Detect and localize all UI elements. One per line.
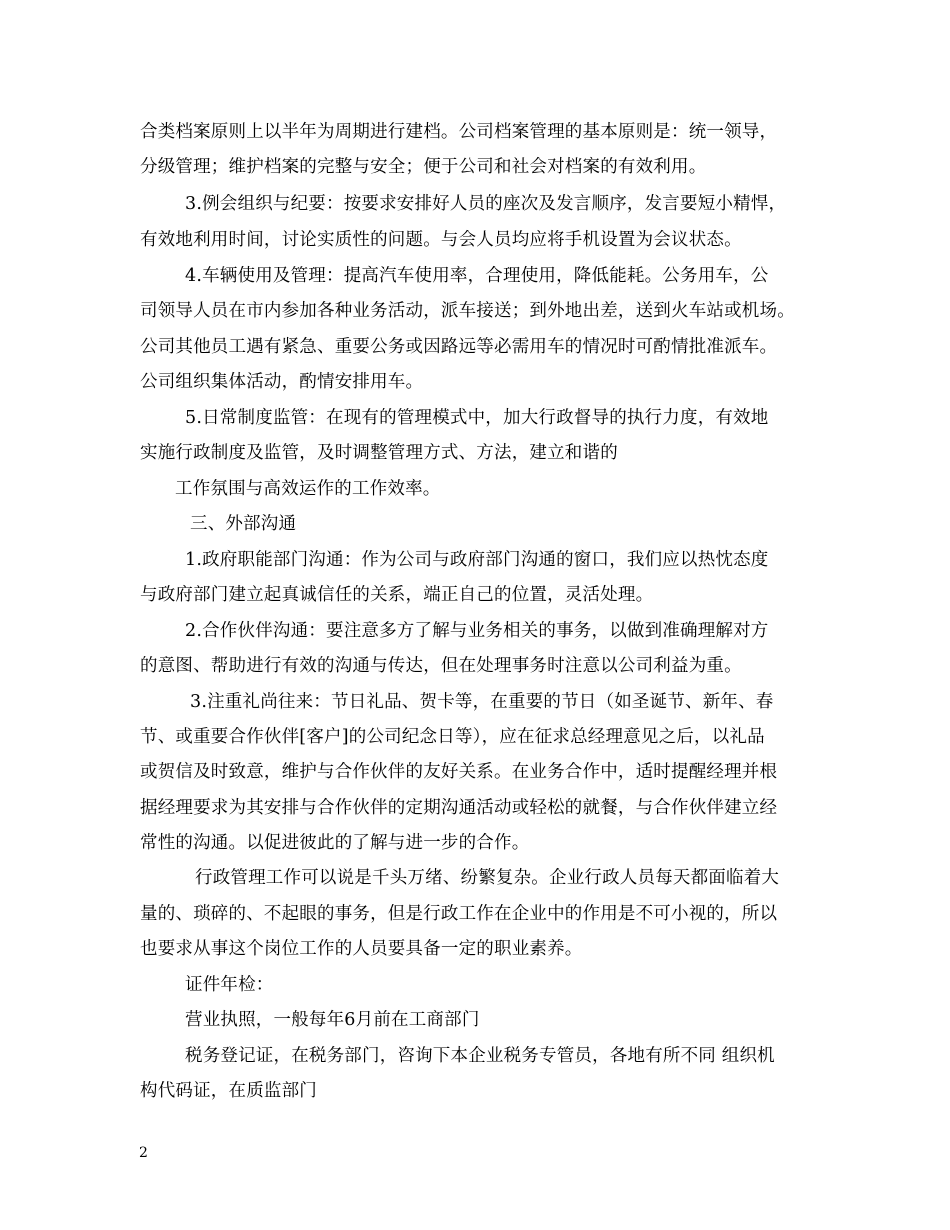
text-line: 税务登记证，在税务部门，咨询下本企业税务专管员，各地有所不同 组织机 <box>185 1046 775 1066</box>
text-line: 实施行政制度及监管，及时调整管理方式、方法，建立和谐的 <box>140 443 618 463</box>
text-line: 常性的沟通。以促进彼此的了解与进一步的合作。 <box>140 833 530 853</box>
text-line: 证件年检： <box>185 975 274 995</box>
text-line: 合类档案原则上以半年为周期进行建档。公司档案管理的基本原则是：统一领导， <box>140 122 778 142</box>
text-line: 量的、琐碎的、不起眼的事务，但是行政工作在企业中的作用是不可小视的，所以 <box>140 904 778 924</box>
text-line: 节、或重要合作伙伴[客户]的公司纪念日等），应在征求总经理意见之后，以礼品 <box>140 727 765 747</box>
text-line: 据经理要求为其安排与合作伙伴的定期沟通活动或轻松的就餐，与合作伙伴建立经 <box>140 798 778 818</box>
text-line: 1.政府职能部门沟通：作为公司与政府部门沟通的窗口，我们应以热忱态度 <box>185 550 769 570</box>
text-line: 也要求从事这个岗位工作的人员要具备一定的职业素养。 <box>140 939 583 959</box>
text-line: 或贺信及时致意，维护与合作伙伴的友好关系。在业务合作中，适时提醒经理并根 <box>140 762 778 782</box>
text-line: 的意图、帮助进行有效的沟通与传达，但在处理事务时注意以公司利益为重。 <box>140 656 742 676</box>
text-line: 2.合作伙伴沟通：要注意多方了解与业务相关的事务，以做到准确理解对方 <box>185 621 769 641</box>
text-line: 工作氛围与高效运作的工作效率。 <box>175 479 441 499</box>
text-line: 有效地利用时间，讨论实质性的问题。与会人员均应将手机设置为会议状态。 <box>140 230 742 250</box>
text-line: 5.日常制度监管：在现有的管理模式中，加大行政督导的执行力度，有效地 <box>185 408 769 428</box>
text-line: 营业执照，一般每年6月前在工商部门 <box>185 1010 480 1030</box>
section-heading: 三、外部沟通 <box>190 514 297 534</box>
text-line: 行政管理工作可以说是千头万绪、纷繁复杂。企业行政人员每天都面临着大 <box>195 868 780 888</box>
text-line: 3.例会组织与纪要：按要求安排好人员的座次及发言顺序，发言要短小精悍， <box>185 194 787 214</box>
text-line: 构代码证，在质监部门 <box>140 1081 317 1101</box>
text-line: 公司其他员工遇有紧急、重要公务或因路远等必需用车的情况时可酌情批准派车。 <box>140 337 778 357</box>
text-line: 公司组织集体活动，酌情安排用车。 <box>140 372 424 392</box>
text-line: 与政府部门建立起真诚信任的关系，端正自己的位置，灵活处理。 <box>140 585 654 605</box>
page-number: 2 <box>139 1145 148 1161</box>
text-line: 4.车辆使用及管理：提高汽车使用率，合理使用，降低能耗。公务用车，公 <box>185 266 769 286</box>
text-line: 3.注重礼尚往来：节日礼品、贺卡等，在重要的节日（如圣诞节、新年、春 <box>190 692 774 712</box>
text-line: 分级管理；维护档案的完整与安全；便于公司和社会对档案的有效利用。 <box>140 157 707 177</box>
text-line: 司领导人员在市内参加各种业务活动，派车接送；到外地出差，送到火车站或机场。 <box>140 301 795 321</box>
